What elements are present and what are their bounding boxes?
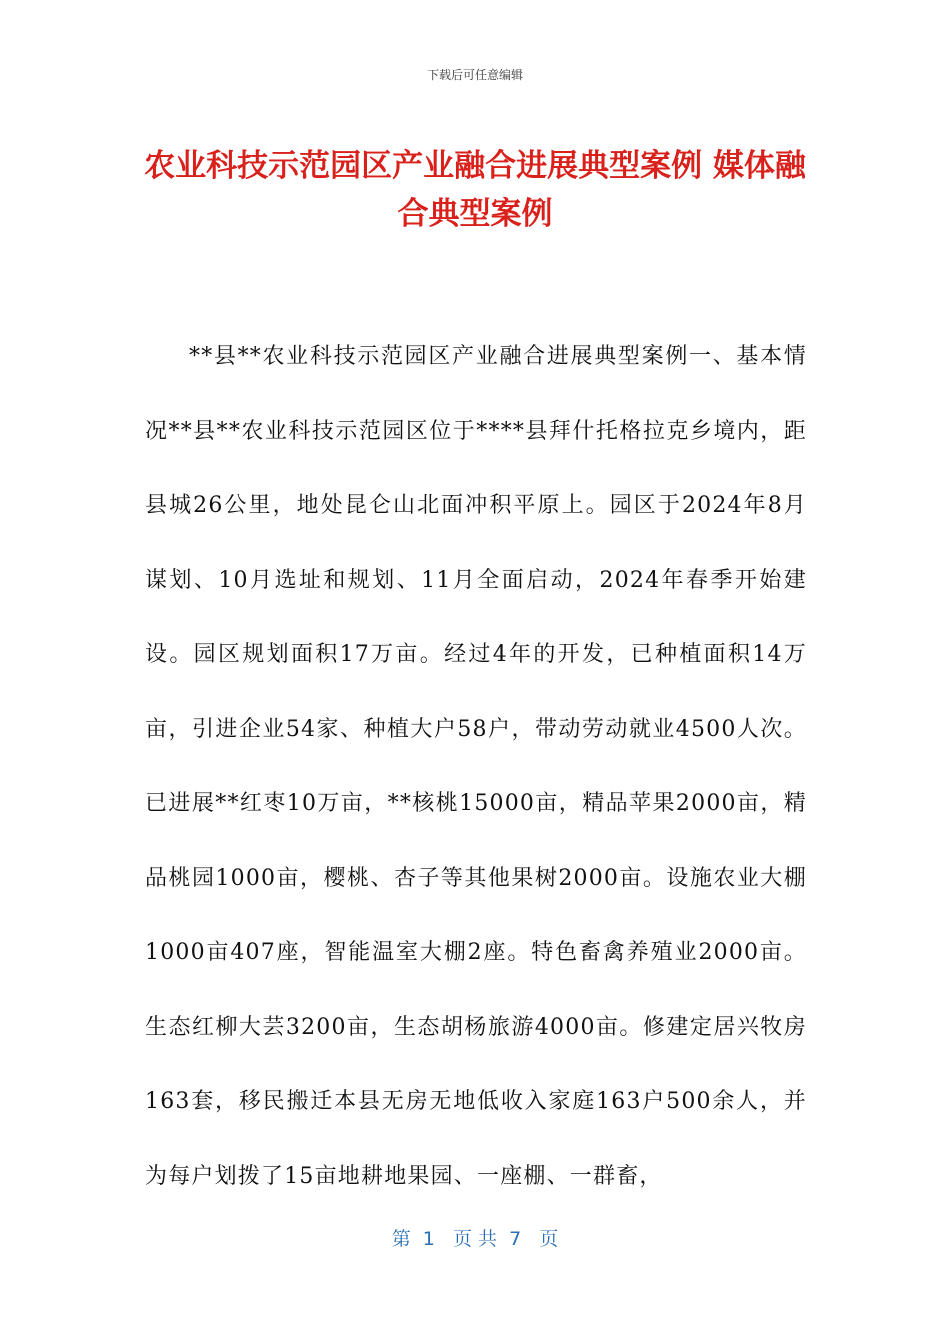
document-title: 农业科技示范园区产业融合进展典型案例 媒体融合典型案例	[144, 148, 806, 232]
body-paragraph: **县**农业科技示范园区产业融合进展典型案例一、基本情况**县**农业科技示范园区位于****县拜什托格拉克乡境内，距县城26公里，地处昆仑山北面冲积平原上。园区于2024年8月谋划、10月选址和规划、11月全面启动，2024年春季开始建设。园区规划面积17万亩。经过4年的开发，已种植面积14万亩，引进企业54家、种植大户58户，带动劳动就业4500人次。已进展**红枣10万亩，**核桃15000亩，精品苹果2000亩，精品桃园1000亩，樱桃、杏子等其他果树2000亩。设施农业大棚1000亩407座，智能温室大棚2座。特色畜禽养殖业2000亩。生态红柳大芸3200亩，生态胡杨旅游4000亩。修建定居兴牧房163套，移民搬迁本县无房无地低收入家庭163户500余人，并为每户划拨了15亩地耕地果园、一座棚、一群畜，	[145, 344, 807, 1189]
header-note: 下载后可任意编辑	[426, 68, 523, 82]
page-number-footer: 第 1 页 共 7 页	[391, 1228, 559, 1250]
